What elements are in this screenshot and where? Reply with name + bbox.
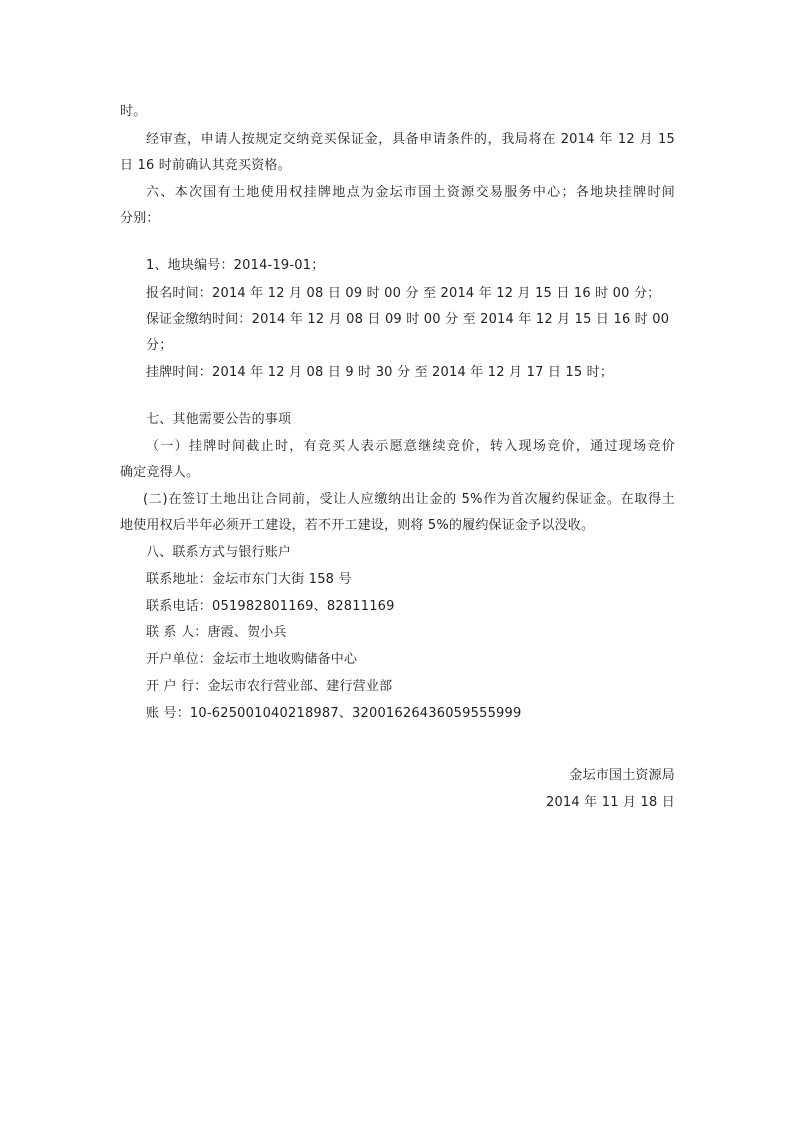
parcel-number: 1、地块编号：2014-19-01；: [146, 258, 325, 273]
bank-branch: 开 户 行：金坛市农行营业部、建行营业部: [146, 679, 393, 694]
item-two-line-2: 地使用权后半年必须开工建设，若不开工建设，则将 5%的履约保证金予以没收。: [120, 518, 595, 533]
deposit-time-line-2: 分；: [146, 338, 173, 353]
section-eight-heading: 八、联系方式与银行账户: [146, 545, 292, 560]
contact-person: 联 系 人：唐霞、贺小兵: [146, 625, 287, 640]
issuer-name: 金坛市国土资源局: [569, 768, 675, 783]
account-number: 账 号：10-625001040218987、32001626436059555999: [146, 706, 522, 721]
paragraph-review-line-2: 日 16 时前确认其竞买资格。: [120, 158, 291, 173]
section-seven-heading: 七、其他需要公告的事项: [146, 412, 292, 427]
item-one-line-2: 确定竞得人。: [120, 465, 200, 480]
item-two-line-1: (二)在签订土地出让合同前，受让人应缴纳出让金的 5%作为首次履约保证金。在取得土: [143, 492, 675, 507]
listing-time: 挂牌时间：2014 年 12 月 08 日 9 时 30 分 至 2014 年 12 月 17 日 15 时；: [146, 365, 614, 380]
registration-time: 报名时间：2014 年 12 月 08 日 09 时 00 分 至 2014 年 12 月 15 日 16 时 00 分；: [146, 286, 661, 301]
paragraph-review-line-1: 经审查，申请人按规定交纳竞买保证金，具备申请条件的，我局将在 2014 年 12 月 15: [146, 132, 675, 147]
section-six-line-2: 分别：: [120, 211, 160, 226]
contact-phone: 联系电话：051982801169、82811169: [146, 599, 395, 614]
text-line-1: 时。: [120, 104, 147, 119]
item-one-line-1: （一）挂牌时间截止时，有竞买人表示愿意继续竞价，转入现场竞价，通过现场竞价: [146, 439, 675, 454]
contact-address: 联系地址：金坛市东门大街 158 号: [146, 572, 352, 587]
account-holder: 开户单位：金坛市土地收购储备中心: [146, 652, 358, 667]
deposit-time-line-1: 保证金缴纳时间：2014 年 12 月 08 日 09 时 00 分 至 2014 年 12 月 15 日 16 时 00: [146, 312, 670, 327]
section-six-line-1: 六、本次国有土地使用权挂牌地点为金坛市国土资源交易服务中心；各地块挂牌时间: [146, 185, 675, 200]
issue-date: 2014 年 11 月 18 日: [545, 795, 675, 810]
